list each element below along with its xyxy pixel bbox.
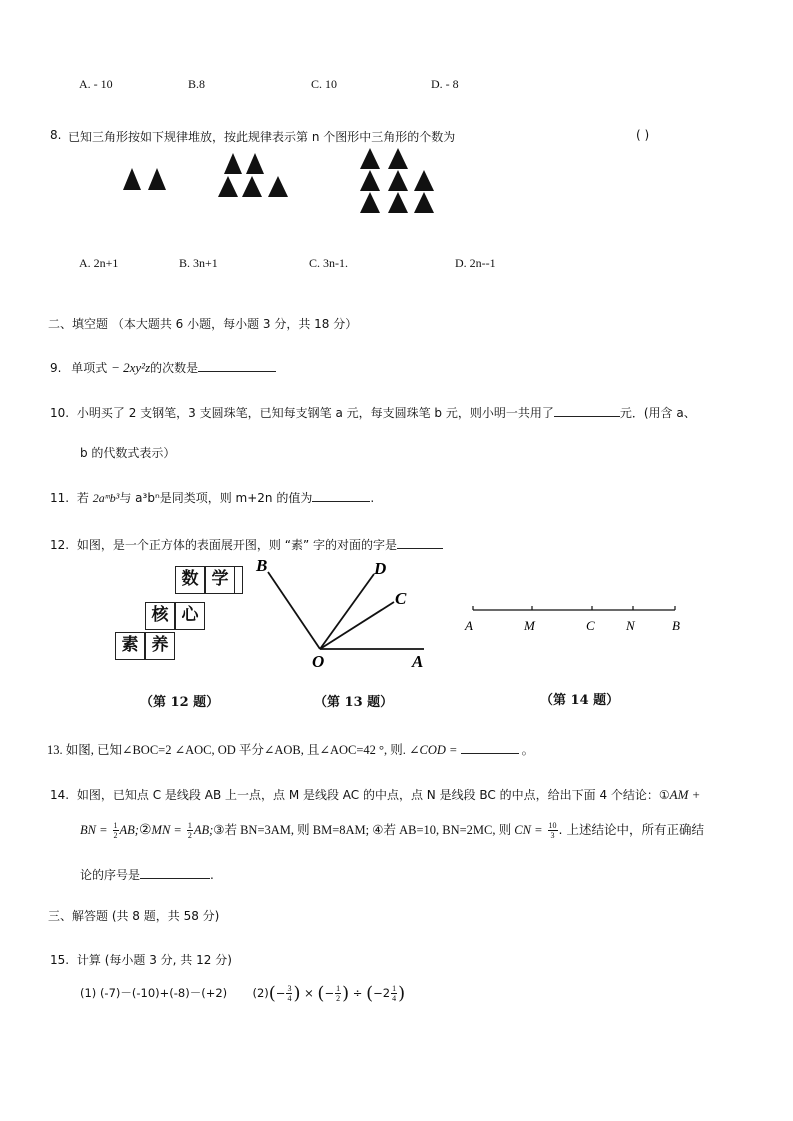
- fraction-half: [187, 821, 193, 840]
- fraction-one-half: [335, 984, 341, 1003]
- fraction-denominator: 2: [336, 994, 341, 1003]
- q8-answer-paren: ( ): [636, 128, 650, 142]
- triangle-icon: [414, 170, 434, 191]
- fraction-numerator: 1: [113, 821, 118, 830]
- section3-heading: 三、解答题 (共 8 题，共 58 分): [48, 909, 220, 923]
- fig14-caption: （第 14 题）: [540, 693, 620, 708]
- angle-figure: [252, 555, 437, 670]
- q13-end: 。: [521, 743, 535, 757]
- fraction-numerator: 1: [187, 821, 192, 830]
- q14-line3: [80, 866, 214, 883]
- q11-text-mid: 与 a³bⁿ是同类项，则 m+2n 的值为: [119, 491, 313, 505]
- fig13-caption: （第 13 题）: [314, 695, 394, 710]
- point-label-b: B: [672, 618, 680, 633]
- triangle-icon: [224, 153, 242, 174]
- q9-answer-blank[interactable]: [198, 359, 276, 372]
- q13-text: 13. 如图, 已知∠BOC=2 ∠AOC, OD 平分∠AOB, 且∠AOC=42 °, 则.: [47, 743, 410, 757]
- q11: [50, 489, 374, 506]
- paren-close: ): [342, 983, 350, 1004]
- q12-text: 如图，是一个正方体的表面展开图，则 “素” 字的对面的字是: [76, 538, 397, 552]
- cube-face: 核: [145, 602, 175, 630]
- q9-expr: − 2xy²z: [111, 360, 151, 375]
- q7-option-c: C. 10: [311, 77, 338, 91]
- q14-line1: [50, 786, 700, 803]
- q11-number: 11.: [50, 491, 70, 505]
- fraction-numerator: 1: [392, 984, 397, 993]
- q10-answer-blank[interactable]: [554, 404, 620, 417]
- q15-text: 计算 (每小题 3 分, 共 12 分): [76, 953, 232, 967]
- cube-face: 心: [175, 602, 205, 630]
- fraction-numerator: 10: [548, 821, 557, 830]
- paren-close: ): [293, 983, 301, 1004]
- point-label-b: B: [256, 556, 268, 575]
- point-label-a: A: [465, 618, 473, 633]
- q14-bn-expr: BN =: [80, 823, 108, 837]
- point-label-o: O: [312, 652, 325, 670]
- q9-text-before: 单项式: [71, 361, 112, 375]
- q15: [50, 951, 232, 968]
- q10-text-end: 元．(用含 a、: [619, 406, 696, 420]
- fig12-caption: （第 12 题）: [140, 695, 220, 710]
- q10-number: 10.: [50, 406, 70, 420]
- minus-sign: −: [275, 986, 286, 1000]
- q9: [50, 359, 276, 376]
- q11-answer-blank[interactable]: [312, 489, 370, 502]
- triangle-icon: [388, 148, 408, 169]
- q10-text: 小明买了 2 支钢笔，3 支圆珠笔，已知每支钢笔 a 元，每支圆珠笔 b 元，则小明一共用了: [76, 406, 554, 420]
- triangle-icon: [360, 170, 380, 191]
- q9-number: 9.: [50, 361, 62, 375]
- q7-option-b: B.8: [188, 77, 206, 91]
- point-label-d: D: [374, 559, 387, 578]
- q14-line2: [80, 820, 704, 840]
- q11-end: .: [370, 491, 375, 505]
- point-label-c: C: [586, 618, 595, 633]
- q10-line1: [50, 404, 696, 421]
- q14-number: 14.: [50, 788, 70, 802]
- q8-number: 8.: [50, 128, 62, 142]
- q14-answer-blank[interactable]: [140, 866, 210, 879]
- paren-open: (: [366, 983, 374, 1004]
- fraction-numerator: 1: [336, 984, 341, 993]
- q8-option-b: B. 3n+1: [179, 256, 218, 270]
- section2-heading: 二、填空题 （本大题共 6 小题，每小题 3 分，共 18 分）: [48, 317, 358, 331]
- triangle-icon: [414, 192, 434, 213]
- circle-2-icon: ②: [138, 822, 152, 838]
- triangle-icon: [268, 176, 288, 197]
- point-label-m: M: [524, 618, 535, 633]
- q8-option-c: C. 3n-1.: [309, 256, 348, 270]
- q15-parts: [80, 983, 405, 1004]
- point-label-n: N: [626, 618, 635, 633]
- q14-text-end: . 上述结论中，所有正确结: [558, 822, 704, 837]
- q11-text-before: 若: [76, 491, 93, 505]
- fraction-half: [113, 821, 119, 840]
- triangle-icon: [360, 192, 380, 213]
- fraction-denominator: 3: [550, 831, 555, 840]
- q14-text: 如图，已知点 C 是线段 AB 上一点，点 M 是线段 AC 的中点，点 N 是线段 BC 的中点，给出下面 4 个结论：①: [76, 788, 670, 802]
- q13-expr: ∠COD =: [409, 743, 461, 757]
- q10-line2: b 的代数式表示）: [80, 446, 176, 460]
- triangle-icon: [242, 176, 262, 197]
- fraction-ten-thirds: [548, 821, 558, 840]
- q14-line3-text: 论的序号是: [80, 868, 141, 882]
- cube-face: 养: [145, 632, 175, 660]
- point-label-a: A: [412, 652, 424, 670]
- q13-answer-blank[interactable]: [461, 741, 519, 754]
- q12-answer-blank[interactable]: [397, 536, 443, 549]
- times-sign: ×: [304, 986, 314, 1000]
- triangle-icon: [388, 170, 408, 191]
- fraction-one-quarter: [391, 984, 397, 1003]
- paren-close: ): [398, 983, 406, 1004]
- fraction-denominator: 4: [392, 994, 397, 1003]
- mixed-whole: −2: [373, 986, 391, 1000]
- q7-option-a: A. - 10: [79, 77, 113, 91]
- q8-triangle-figures: [110, 145, 450, 220]
- q15-number: 15.: [50, 953, 70, 967]
- q14-ab: AB;: [119, 823, 139, 837]
- cube-face: 数: [175, 566, 205, 594]
- triangle-icon: [388, 192, 408, 213]
- q11-expr: 2aᵐb³: [92, 491, 120, 505]
- q14-line3-end: .: [210, 868, 214, 882]
- point-label-c: C: [395, 589, 407, 608]
- q8-option-a: A. 2n+1: [79, 256, 119, 270]
- fraction-denominator: 2: [187, 831, 192, 840]
- q8-text: 已知三角形按如下规律堆放，按此规律表示第 n 个图形中三角形的个数为: [68, 130, 456, 144]
- fraction-numerator: 3: [287, 984, 292, 993]
- fraction-three-quarters: [286, 984, 292, 1003]
- q15-part2-label: (2): [252, 986, 269, 1000]
- fraction-denominator: 4: [287, 994, 292, 1003]
- paren-open: (: [317, 983, 325, 1004]
- q15-part1: (1) (-7)－(-10)+(-8)－(+2): [80, 986, 228, 1000]
- cube-net-figure: [108, 566, 243, 664]
- triangle-icon: [218, 176, 238, 197]
- q14-cn-expr: CN =: [514, 823, 543, 837]
- triangle-icon: [360, 148, 380, 169]
- q14-expr: AM +: [669, 787, 701, 802]
- cube-face: 素: [115, 632, 145, 660]
- triangle-icon: [123, 168, 141, 190]
- paren-open: (: [268, 983, 276, 1004]
- minus-sign: −: [324, 986, 335, 1000]
- triangle-icon: [148, 168, 166, 190]
- q14-mn-expr: MN =: [151, 823, 182, 837]
- q12: [50, 536, 443, 553]
- fraction-denominator: 2: [113, 831, 118, 840]
- triangle-icon: [246, 153, 264, 174]
- q14-conclusions: ③若 BN=3AM, 则 BM=8AM; ④若 AB=10, BN=2MC, 则: [213, 823, 515, 837]
- cube-face: 学: [205, 566, 235, 594]
- q13: [47, 740, 534, 758]
- cube-face: [235, 566, 243, 594]
- q12-number: 12.: [50, 538, 70, 552]
- q14-ab2: AB;: [193, 823, 214, 837]
- q7-option-d: D. - 8: [431, 77, 459, 91]
- q8-option-d: D. 2n--1: [455, 256, 496, 270]
- segment-figure: [460, 598, 690, 638]
- q9-text-after: 的次数是: [150, 361, 199, 375]
- divide-sign: ÷: [352, 986, 363, 1000]
